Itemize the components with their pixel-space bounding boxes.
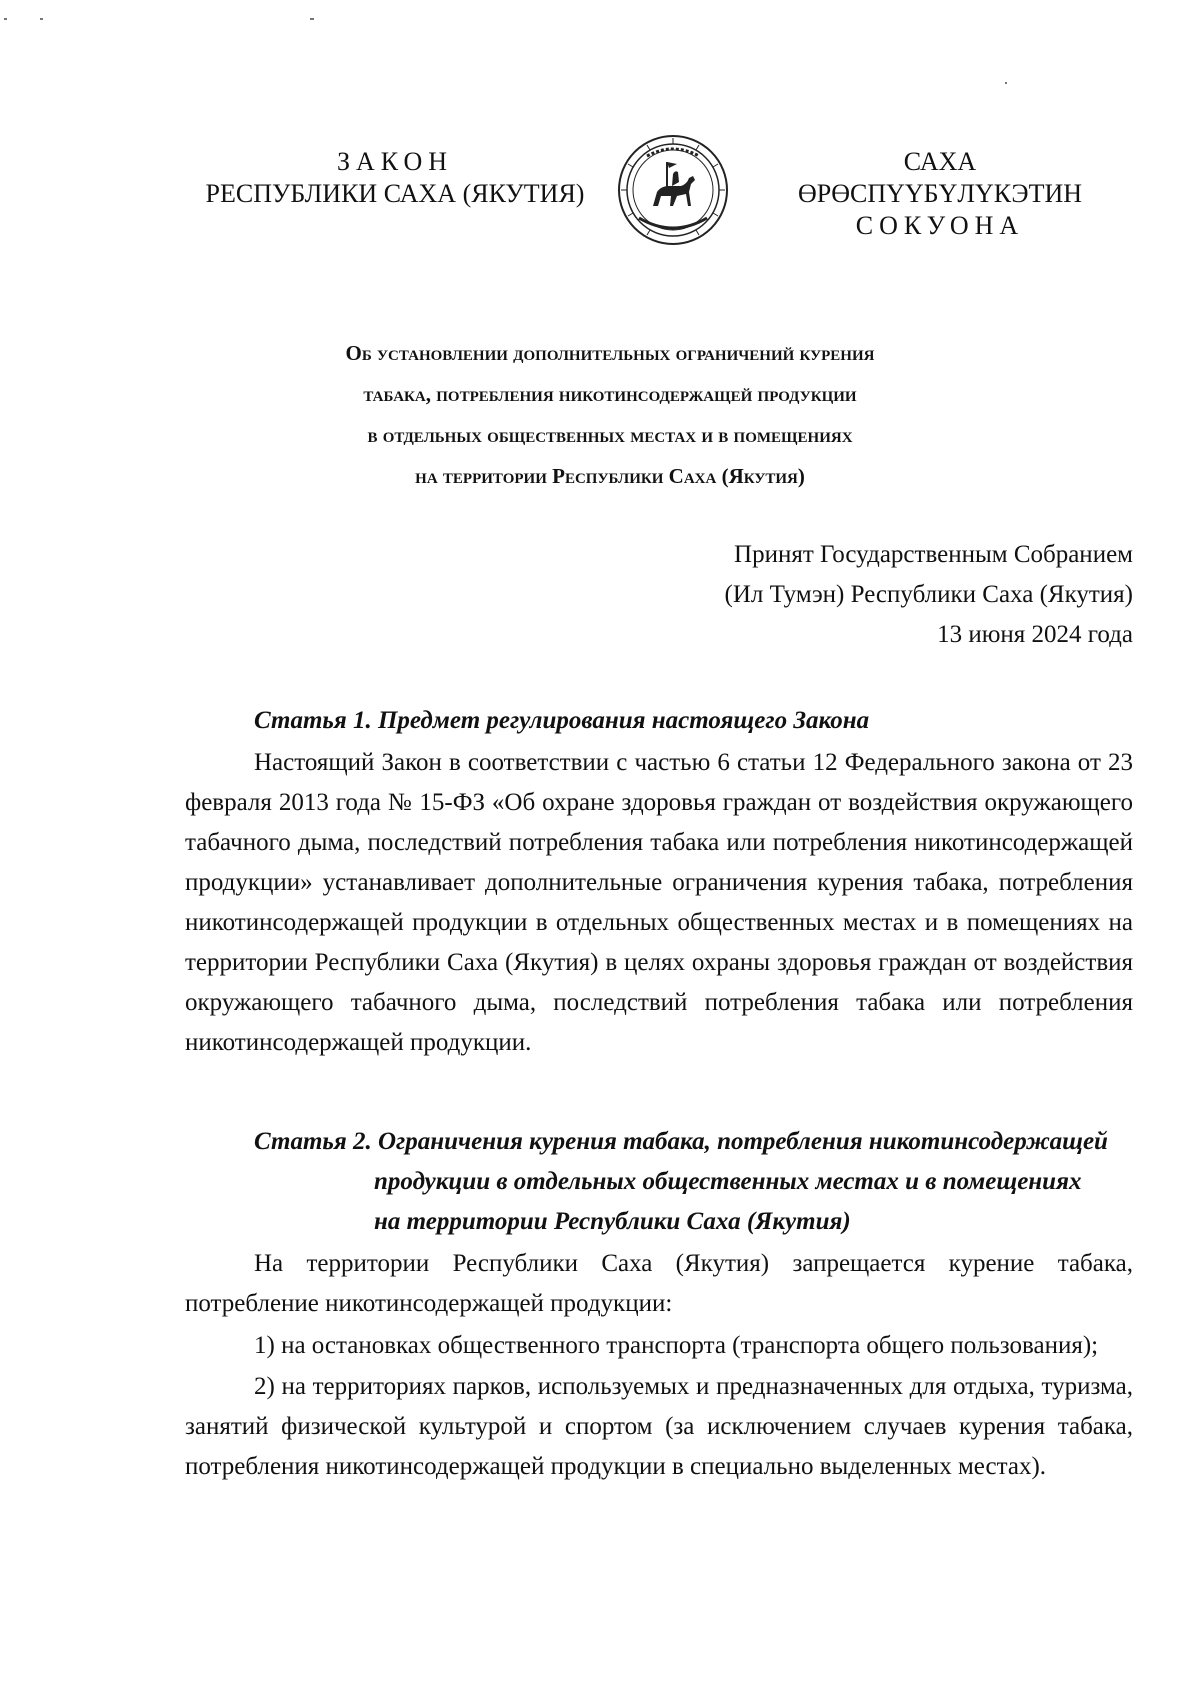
article-2-heading	[254, 1122, 1134, 1242]
title-line: на территории Республики Саха (Якутия)	[415, 464, 805, 488]
adoption-block	[633, 535, 1133, 655]
header-law-word: ЗАКОН	[336, 147, 454, 176]
article-1-text: Настоящий Закон в соответствии с частью 6 статьи 12 Федерального закона от 23 февраля 2013 года № 15-ФЗ «Об охране здоровья граждан от воздействия окружающего табачного дыма, последствий потребления табака или потребления никотинсодержащей продукции» устанавливает дополнительные ограничения курения табака, потребления никотинсодержащей продукции в отдельных общественных местах и в помещениях на территории Республики Саха (Якутия) в целях охраны здоровья граждан от воздействия окружающего табачного дыма, последствий потребления табака или потребления никотинсодержащей продукции.	[185, 749, 1133, 1056]
article-2-item-1: 1) на остановках общественного транспорта (транспорта общего пользования);	[254, 1332, 1099, 1359]
title-line: в отдельных общественных местах и в помещениях	[367, 423, 853, 447]
article-2-heading-line: Статья 2. Ограничения курения табака, потребления никотинсодержащей	[254, 1128, 1108, 1155]
scan-speck	[1005, 82, 1007, 84]
header-sakha-law-word: СОКУОНА	[855, 211, 1025, 240]
adoption-date: 13 июня 2024 года	[937, 621, 1133, 648]
article-2-intro: На территории Республики Саха (Якутия) запрещается курение табака, потребление никотинсодержащей продукции:	[185, 1250, 1133, 1317]
article-2-heading-line: продукции в отдельных общественных местах и в помещениях	[374, 1168, 1082, 1195]
coat-of-arms-emblem	[617, 134, 729, 246]
scan-speck	[310, 18, 314, 20]
adopted-by-assembly: (Ил Тумэн) Республики Саха (Якутия)	[724, 581, 1133, 608]
title-line: Об установлении дополнительных ограничений курения	[345, 341, 875, 365]
header-republic-name: РЕСПУБЛИКИ САХА (ЯКУТИЯ)	[205, 179, 585, 208]
article-2-item-2: 2) на территориях парков, используемых и предназначенных для отдыха, туризма, занятий физической культурой и спортом (за исключением случаев курения табака, потребления никотинсодержащей продукции в специально выделенных местах).	[185, 1373, 1133, 1480]
scan-speck	[40, 18, 43, 20]
title-line: табака, потребления никотинсодержащей продукции	[363, 382, 857, 406]
adopted-by: Принят Государственным Собранием	[734, 541, 1133, 568]
article-1-heading: Статья 1. Предмет регулирования настоящего Закона	[254, 707, 870, 734]
scan-speck	[4, 18, 7, 20]
header-sakha-republic: САХА ӨРӨСПҮҮБҮЛҮКЭТИН	[797, 147, 1083, 208]
article-2-heading-line: на территории Республики Саха (Якутия)	[374, 1208, 851, 1235]
header-law-russian	[200, 146, 590, 210]
header-law-sakha	[760, 146, 1120, 242]
law-title	[220, 333, 1000, 497]
